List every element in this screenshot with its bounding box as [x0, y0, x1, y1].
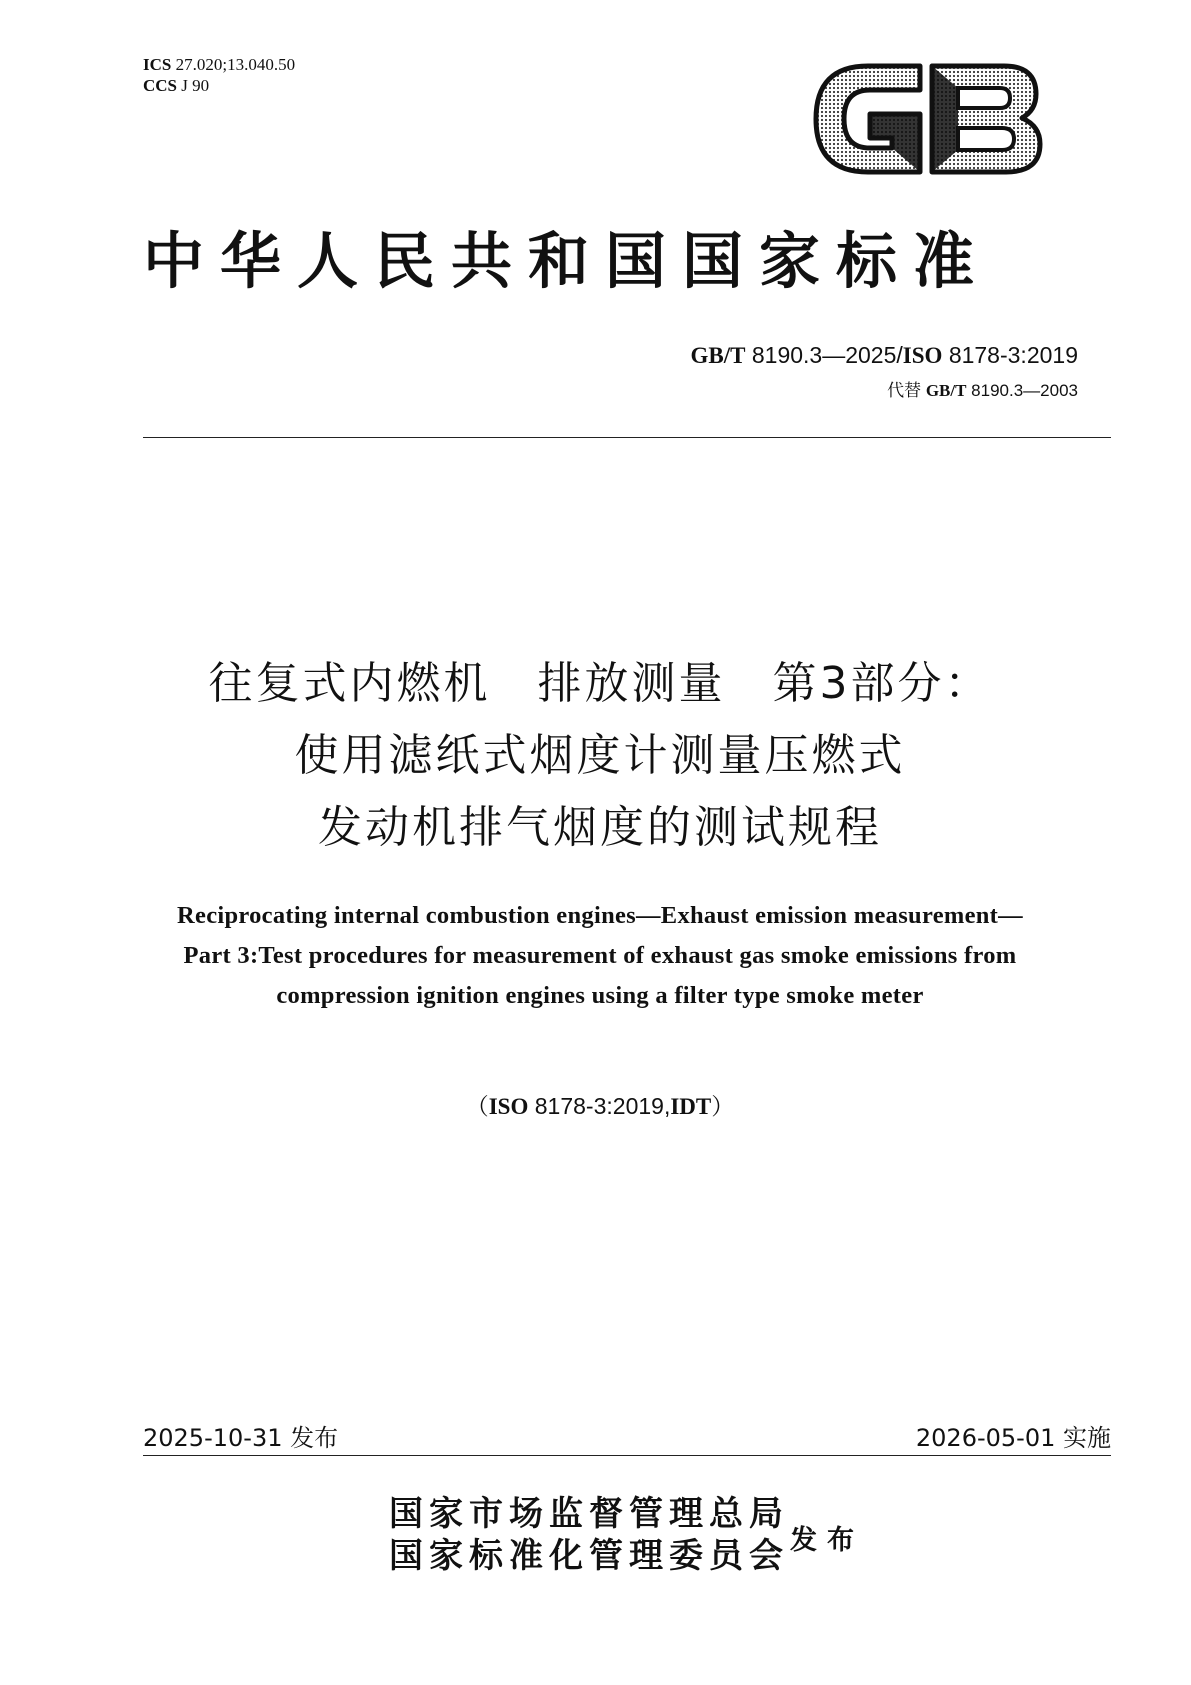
- ccs-line: [143, 75, 295, 96]
- footer-divider: [143, 1455, 1111, 1456]
- classification-codes: [143, 54, 295, 96]
- ics-label: ICS: [143, 55, 172, 74]
- iso-number: 8178-3:2019: [948, 342, 1078, 368]
- standard-number: [691, 340, 1078, 371]
- issue-date: 2025-10-31 发布: [143, 1424, 339, 1452]
- chinese-title: [100, 648, 1100, 864]
- english-title-line-1: Reciprocating internal combustion engines—Exhaust emission measurement—: [177, 902, 1023, 929]
- issuer-line-1: 国家市场监督管理总局: [389, 1494, 789, 1534]
- replaces-number: 8190.3—2003: [971, 381, 1078, 400]
- english-title-line-3: compression ignition engines using a filter type smoke meter: [276, 982, 924, 1009]
- issuer-line-2: 国家标准化管理委员会: [389, 1536, 789, 1576]
- issuing-authorities: [389, 1493, 789, 1577]
- gbt-number: 8190.3—2025/: [751, 342, 903, 368]
- ics-value: 27.020;13.040.50: [175, 55, 296, 74]
- issued-by-label: 发布: [790, 1525, 864, 1556]
- iso-equivalence: [100, 1088, 1100, 1121]
- gb-logo-icon: [808, 58, 1046, 180]
- ccs-label: CCS: [143, 76, 178, 95]
- ics-line: [143, 54, 295, 75]
- chinese-title-line-1: 往复式内燃机 排放测量 第3部分：: [208, 658, 992, 709]
- replaces-line: [887, 380, 1078, 402]
- national-standard-title: 中华人民共和国国家标准: [143, 226, 991, 297]
- gbt-prefix: GB/T: [690, 343, 746, 368]
- equiv-iso-prefix: ISO: [488, 1094, 529, 1119]
- chinese-title-line-3: 发动机排气烟度的测试规程: [318, 802, 882, 853]
- english-title-line-2: Part 3:Test procedures for measurement of exhaust gas smoke emissions from: [183, 942, 1017, 969]
- chinese-title-line-2: 使用滤纸式烟度计测量压燃式: [294, 730, 906, 781]
- header-divider: [143, 437, 1111, 438]
- ccs-value: J 90: [181, 76, 210, 95]
- replaces-label: 代替: [887, 381, 922, 400]
- equiv-close: ）: [711, 1093, 735, 1119]
- equiv-degree: IDT: [670, 1094, 712, 1119]
- implementation-date: 2026-05-01 实施: [915, 1424, 1111, 1452]
- iso-prefix: ISO: [902, 343, 943, 368]
- english-title: [100, 896, 1100, 1016]
- replaces-prefix: GB/T: [925, 381, 967, 400]
- equiv-iso-number: 8178-3:2019,: [534, 1093, 671, 1119]
- gb-logo: [808, 58, 1046, 180]
- equiv-open: （: [465, 1093, 489, 1119]
